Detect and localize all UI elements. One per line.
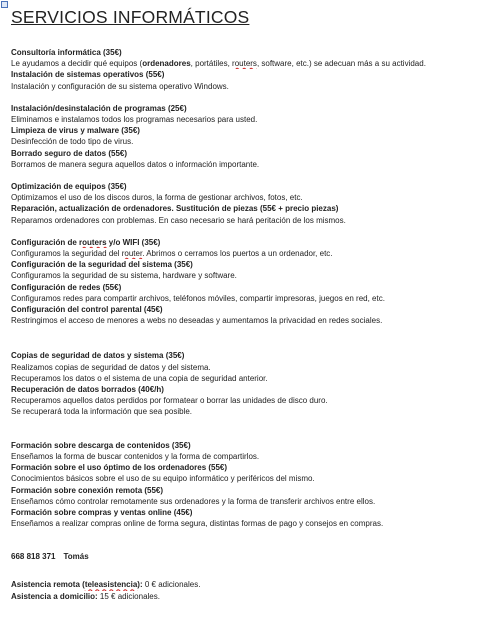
service-heading: Formación sobre compras y ventas online (45€) [11,507,193,517]
service-section [11,181,485,226]
text-run: , portátiles, [190,59,233,69]
service-description: Enseñamos cómo controlar remotamente sus ordenadores y la forma de transferir archivos entre ellos. [11,496,376,506]
text-run: Le ayudamos a decidir qué equipos ( [11,59,143,69]
contact-phone: 668 818 371 [11,552,56,562]
text-run: routers [79,237,107,247]
text-run: 0 € adicionales. [144,580,201,590]
contact-line [11,551,485,562]
service-heading: Formación sobre el uso óptimo de los ordenadores (55€) [11,463,228,473]
service-section [11,103,485,170]
text-run: , software, etc.) se adecuan más a su actividad. [256,59,426,69]
text-run: ordenadores [142,59,191,69]
service-heading: Borrado seguro de datos (55€) [11,148,128,158]
service-description: Configuramos la seguridad de su sistema, hardware y software. [11,271,237,281]
service-heading: Configuración del control parental (45€) [11,305,163,315]
service-heading [11,237,485,248]
footer-line [11,591,485,602]
service-heading: Consultoría informática (35€) [11,48,122,57]
service-heading: Instalación/desinstalación de programas (25€) [11,103,187,113]
service-heading: Formación sobre conexión remota (55€) [11,485,164,495]
service-description [11,248,485,259]
text-run: router [121,249,143,259]
service-description: Conocimientos básicos sobre el uso de su equipo informático y periféricos del mismo. [11,474,315,484]
text-run: Asistencia remota ( [11,580,85,590]
service-heading: Formación sobre descarga de contenidos (35€) [11,440,191,450]
service-heading: Limpieza de virus y malware (35€) [11,126,140,136]
footer-notes [11,579,485,601]
service-description [11,58,485,69]
service-description: Restringimos el acceso de menores a webs no deseadas y aumentamos la privacidad en redes sociales. [11,316,383,326]
service-section [11,440,485,530]
page-title: SERVICIOS INFORMÁTICOS [11,7,250,27]
text-run: y/o WIFI (35€) [106,237,161,247]
text-run: teleasistencia [84,580,138,590]
service-heading: Configuración de redes (55€) [11,282,122,292]
service-section [11,350,485,417]
service-description: Optimizamos el uso de los discos duros, la forma de gestionar archivos, fotos, etc. [11,193,303,203]
service-description: Enseñamos a realizar compras online de forma segura, distintas formas de pago y consejos en compras. [11,519,384,529]
service-heading: Reparación, actualización de ordenadores. Sustitución de piezas (55€ + precio piezas) [11,204,339,214]
contact-name: Tomás [63,552,89,562]
service-section [11,237,485,327]
service-heading: Recuperación de datos borrados (40€/h) [11,385,164,395]
text-run: routers [232,59,257,69]
service-description: Realizamos copias de seguridad de datos y del sistema. [11,362,211,372]
service-description: Recuperamos aquellos datos perdidos por formatear o borrar las unidades de disco duro. [11,396,328,406]
service-description: Enseñamos la forma de buscar contenidos y la forma de compartirlos. [11,451,260,461]
document-icon [1,1,8,8]
service-description: Desinfección de todo tipo de virus. [11,137,134,147]
text-run: 15 € adicionales. [99,591,160,601]
text-run: . Abrimos o cerramos los puertos a un ordenador, etc. [142,249,333,259]
service-description: Instalación y configuración de su sistema operativo Windows. [11,81,229,91]
text-run: Configuración de [11,237,79,247]
service-section [11,47,485,92]
service-description: Borramos de manera segura aquellos datos o información importante. [11,159,260,169]
text-run: Configuramos la seguridad del [11,249,122,259]
service-description: Eliminamos e instalamos todos los programas necesarios para usted. [11,115,258,125]
service-heading: Configuración de la seguridad del sistema (35€) [11,260,193,270]
service-heading: Optimización de equipos (35€) [11,182,127,192]
text-run: ): [137,580,145,590]
service-description: Reparamos ordenadores con problemas. En caso necesario se hará peritación de los mismos. [11,215,346,225]
service-heading: Copias de seguridad de datos y sistema (35€) [11,351,185,361]
service-description: Se recuperará toda la información que sea posible. [11,407,192,417]
service-description: Configuramos redes para compartir archivos, teléfonos móviles, compartir impresoras, juegos en red, etc. [11,293,385,303]
service-description: Recuperamos los datos o el sistema de una copia de seguridad anterior. [11,373,268,383]
services-list [11,47,485,529]
service-heading: Instalación de sistemas operativos (55€) [11,70,165,80]
footer-line [11,579,485,590]
document-page [11,7,485,602]
text-run: Asistencia a domicilio: [11,591,100,601]
